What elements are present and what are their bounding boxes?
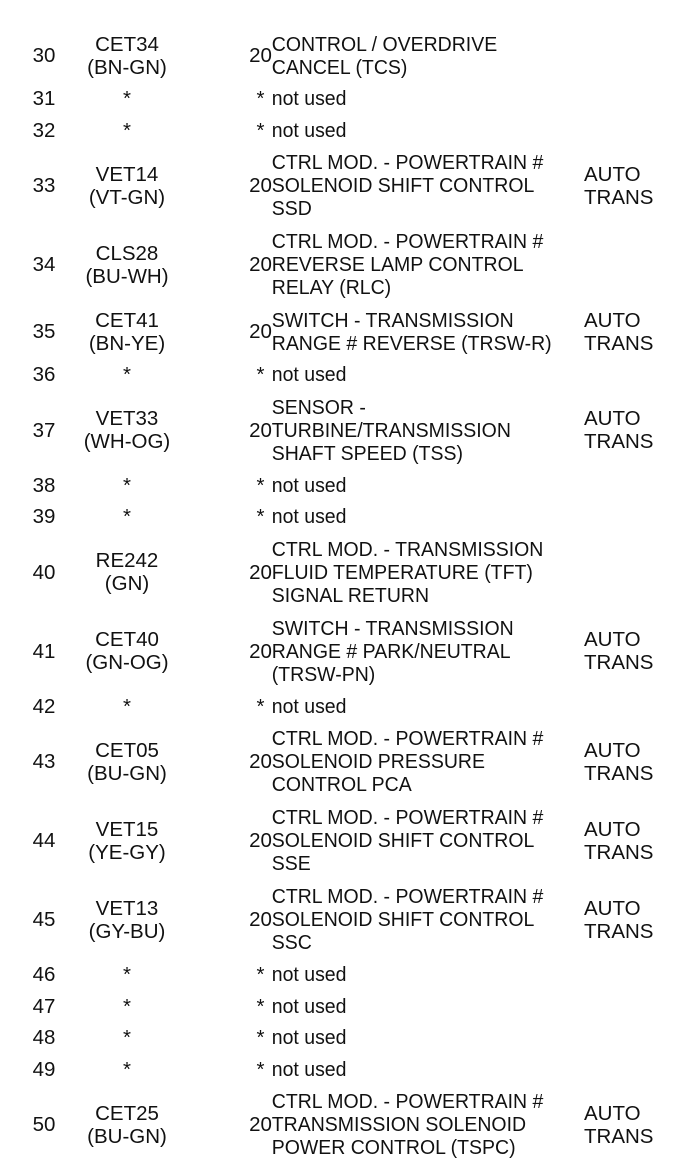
wire-gauge: *: [256, 1026, 265, 1050]
pin-note: AUTO TRANS: [584, 896, 654, 943]
pin-number: 30: [32, 44, 56, 67]
pin-function: CTRL MOD. - POWERTRAIN # SOLENOID SHIFT CONTROL SSE: [271, 806, 544, 875]
pin-function: SWITCH - TRANSMISSION RANGE # REVERSE (TRSW-R): [271, 308, 552, 355]
wire-gauge: *: [256, 994, 265, 1018]
table-row: [0, 391, 688, 470]
pinout-table: [0, 28, 688, 1164]
circuit-code: RE242 (GN): [95, 549, 159, 595]
pin-number: 32: [32, 118, 56, 142]
pin-number: 41: [32, 639, 56, 663]
circuit-code: *: [123, 87, 131, 111]
table-row: [0, 470, 688, 502]
circuit-code: CET41 (BN-YE): [88, 308, 166, 355]
wire-gauge: 20: [249, 320, 272, 343]
table-row: [0, 115, 688, 147]
pin-function: not used: [271, 963, 347, 987]
circuit-code: *: [123, 363, 131, 387]
table-row: [0, 501, 688, 533]
table-row: [0, 225, 688, 304]
pin-function: not used: [271, 473, 347, 497]
pin-number: 35: [32, 320, 56, 343]
pin-number: 45: [32, 908, 56, 931]
pin-function: not used: [271, 363, 347, 387]
circuit-code: *: [123, 1026, 131, 1050]
wire-gauge: *: [256, 963, 265, 987]
table-row: [0, 533, 688, 612]
wire-gauge: 20: [249, 560, 272, 584]
wire-gauge: 20: [249, 1113, 272, 1136]
table-row: [0, 146, 688, 225]
pin-function: SENSOR - TURBINE/TRANSMISSION SHAFT SPEED (TSS): [271, 395, 511, 465]
circuit-code: VET33 (WH-OG): [83, 407, 171, 453]
pin-number: 44: [32, 829, 56, 852]
circuit-code: VET14 (VT-GN): [88, 162, 166, 209]
circuit-code: CET25 (BU-GN): [87, 1101, 167, 1148]
pin-number: 33: [32, 174, 56, 197]
wire-gauge: 20: [249, 639, 272, 663]
wire-gauge: *: [256, 1057, 265, 1081]
wire-gauge: *: [256, 694, 265, 718]
circuit-code: CET34 (BN-GN): [87, 32, 167, 79]
wire-gauge: *: [256, 473, 265, 497]
table-row: [0, 1022, 688, 1054]
pin-function: not used: [271, 118, 347, 142]
pin-number: 40: [32, 560, 56, 584]
table-row: [0, 722, 688, 801]
pin-function: CONTROL / OVERDRIVE CANCEL (TCS): [271, 32, 498, 79]
wire-gauge: 20: [249, 44, 272, 67]
table-row: [0, 304, 688, 359]
wire-gauge: 20: [249, 750, 272, 773]
pin-note: AUTO TRANS: [584, 1101, 654, 1148]
pin-number: 38: [32, 473, 56, 497]
circuit-code: VET13 (GY-BU): [88, 896, 166, 943]
table-row: [0, 359, 688, 391]
table-row: [0, 691, 688, 723]
table-row: [0, 991, 688, 1023]
table-row: [0, 801, 688, 880]
circuit-code: *: [123, 963, 131, 987]
pin-number: 42: [32, 694, 56, 718]
table-row: [0, 959, 688, 991]
wire-gauge: 20: [249, 908, 272, 931]
circuit-code: *: [123, 694, 131, 718]
pin-function: CTRL MOD. - TRANSMISSION FLUID TEMPERATURE (TFT) SIGNAL RETURN: [271, 537, 544, 607]
pin-note: AUTO TRANS: [584, 628, 654, 674]
wire-gauge: *: [256, 118, 265, 142]
pin-note: AUTO TRANS: [584, 308, 654, 355]
pin-function: SWITCH - TRANSMISSION RANGE # PARK/NEUTRAL (TRSW-PN): [271, 616, 514, 686]
pin-function: CTRL MOD. - POWERTRAIN # SOLENOID SHIFT CONTROL SSD: [271, 151, 544, 220]
circuit-code: *: [123, 118, 131, 142]
pin-number: 37: [32, 418, 56, 442]
table-row: [0, 612, 688, 691]
wire-gauge: *: [256, 505, 265, 529]
wire-gauge: *: [256, 87, 265, 111]
pin-number: 47: [32, 994, 56, 1018]
pin-number: 34: [32, 253, 56, 276]
pin-function: not used: [271, 994, 347, 1018]
circuit-code: CET05 (BU-GN): [87, 738, 167, 785]
circuit-code: VET15 (YE-GY): [88, 817, 166, 864]
pin-number: 48: [32, 1026, 56, 1050]
pin-function: CTRL MOD. - POWERTRAIN # SOLENOID PRESSURE CONTROL PCA: [271, 727, 544, 796]
circuit-code: *: [123, 505, 131, 529]
pin-function: not used: [271, 505, 347, 529]
wire-gauge: 20: [249, 418, 272, 442]
pin-note: AUTO TRANS: [584, 162, 654, 209]
circuit-code: *: [123, 1057, 131, 1081]
table-row: [0, 83, 688, 115]
wire-gauge: 20: [249, 253, 272, 276]
circuit-code: CET40 (GN-OG): [85, 628, 169, 674]
table-row: [0, 880, 688, 959]
pin-function: not used: [271, 87, 347, 111]
pin-number: 43: [32, 750, 56, 773]
pin-note: AUTO TRANS: [584, 817, 654, 864]
pin-function: not used: [271, 1057, 347, 1081]
pin-number: 31: [32, 87, 56, 111]
pin-number: 49: [32, 1057, 56, 1081]
pin-function: CTRL MOD. - POWERTRAIN # REVERSE LAMP CONTROL RELAY (RLC): [271, 230, 544, 299]
circuit-code: *: [123, 994, 131, 1018]
pin-function: not used: [271, 1026, 347, 1050]
pin-function: not used: [271, 694, 347, 718]
pin-number: 50: [32, 1113, 56, 1136]
wire-gauge: 20: [249, 174, 272, 197]
wire-gauge: *: [256, 363, 265, 387]
table-row: [0, 1054, 688, 1086]
pin-number: 39: [32, 505, 56, 529]
pin-function: CTRL MOD. - POWERTRAIN # TRANSMISSION SOLENOID POWER CONTROL (TSPC): [271, 1090, 544, 1159]
circuit-code: CLS28 (BU-WH): [85, 241, 169, 288]
pin-number: 36: [32, 363, 56, 387]
table-row: [0, 28, 688, 83]
pin-note: AUTO TRANS: [584, 407, 654, 453]
pin-note: AUTO TRANS: [584, 738, 654, 785]
table-row: [0, 1085, 688, 1164]
pin-function: CTRL MOD. - POWERTRAIN # SOLENOID SHIFT CONTROL SSC: [271, 885, 544, 954]
wire-gauge: 20: [249, 829, 272, 852]
circuit-code: *: [123, 473, 131, 497]
pin-number: 46: [32, 963, 56, 987]
